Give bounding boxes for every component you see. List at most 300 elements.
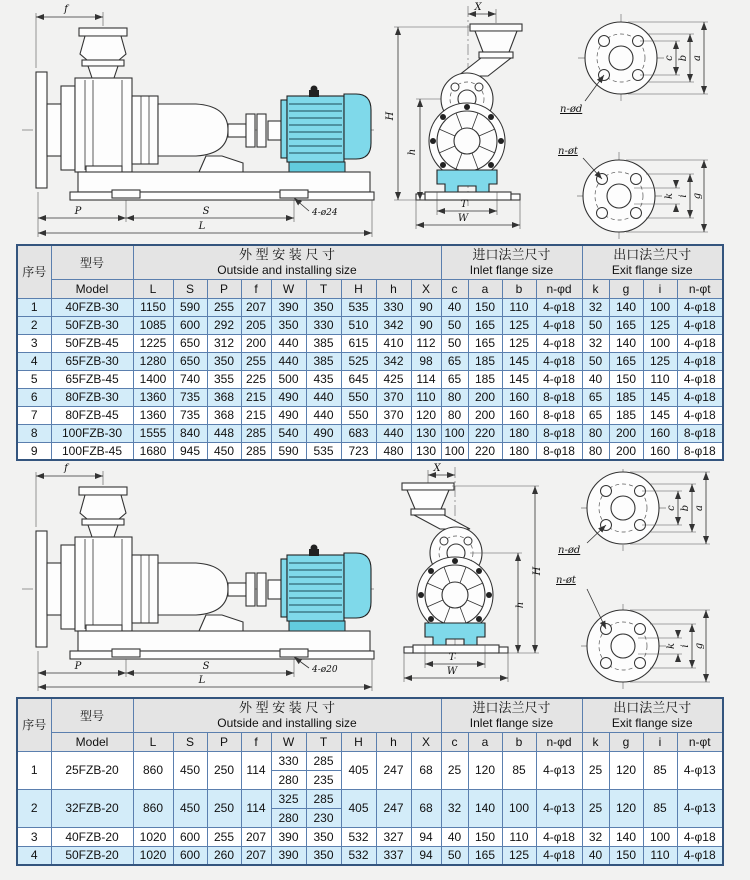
dim-value: 25 (582, 789, 609, 827)
dim-value: 50 (582, 352, 609, 370)
column-header-f: f (241, 732, 271, 751)
dim-value: 860 (133, 789, 173, 827)
column-header-b: b (502, 732, 536, 751)
pump-pedestal (437, 170, 497, 192)
dim-value: 600 (173, 316, 207, 334)
dim-value: 600 (173, 827, 207, 846)
spec-row-40FZB-20 (17, 827, 723, 846)
inlet-flange-view (560, 14, 708, 115)
column-header-h: h (376, 732, 411, 751)
dim-value: 185 (609, 388, 643, 406)
group-label-en: Inlet flange size (469, 262, 554, 277)
dim-value: 740 (173, 370, 207, 388)
row-number: 4 (17, 352, 51, 370)
column-header-P: P (207, 279, 241, 298)
dim-value: 525 (341, 352, 376, 370)
column-header-n-φt: n-φt (677, 279, 723, 298)
dim-value: 4-φ13 (677, 789, 723, 827)
motor-fan-cover (344, 94, 371, 159)
row-number: 1 (17, 751, 51, 789)
dim-value: 4-φ18 (536, 316, 582, 334)
dim-value: 85 (643, 789, 677, 827)
dim-value: 150 (468, 827, 502, 846)
dim-value: 4-φ13 (677, 751, 723, 789)
dim-label-f: f (64, 463, 68, 474)
column-header-n-φt: n-φt (677, 732, 723, 751)
row-number: 2 (17, 316, 51, 334)
inlet-bolt-note: n-ød (560, 104, 583, 115)
dim-value: 342 (376, 316, 411, 334)
dim-label-c: c (664, 55, 675, 61)
dim-value: 200 (468, 388, 502, 406)
dim-value: 185 (468, 370, 502, 388)
dim-value: 65 (441, 370, 468, 388)
dim-value: 385 (306, 334, 341, 352)
dim-value: 100 (441, 442, 468, 460)
dim-value: 100 (643, 334, 677, 352)
column-group-inlet (441, 245, 582, 279)
motor-foot (289, 621, 345, 631)
dim-label-g: g (692, 192, 703, 200)
dim-value: 215 (241, 406, 271, 424)
column-header-X: X (411, 279, 441, 298)
group-label-cn: 外 型 安 装 尺 寸 (238, 246, 336, 262)
row-number: 4 (17, 846, 51, 865)
dim-value: 114 (411, 370, 441, 388)
dim-value: 285 (241, 442, 271, 460)
dim-value: 1360 (133, 388, 173, 406)
dim-label-h: h (407, 148, 418, 156)
dim-label-H: H (532, 566, 543, 576)
inlet-bolt-note: n-ød (558, 545, 581, 556)
column-header-k: k (582, 732, 609, 751)
dim-value: 140 (609, 827, 643, 846)
dim-value: 650 (173, 352, 207, 370)
dim-value: 4-φ18 (677, 370, 723, 388)
column-header-seq: 序号 (17, 698, 51, 751)
spec-row-80FZB-45 (17, 406, 723, 424)
dim-value: 68 (411, 789, 441, 827)
dim-value: 368 (207, 406, 241, 424)
motor-foot (289, 162, 345, 172)
group-label-en: Exit flange size (611, 715, 693, 730)
group-label-en: Outside and installing size (217, 262, 357, 277)
dim-value: 735 (173, 388, 207, 406)
dim-value: 4-φ18 (677, 388, 723, 406)
dim-value: 425 (376, 370, 411, 388)
pump-front-view (402, 463, 543, 682)
dim-value: 130 (411, 442, 441, 460)
dim-value: 32 (441, 789, 468, 827)
model-name: 100FZB-30 (51, 424, 133, 442)
dim-value: 220 (468, 424, 502, 442)
dim-value: 683 (341, 424, 376, 442)
dim-value: 285 (306, 751, 341, 770)
row-number: 8 (17, 424, 51, 442)
dim-value: 260 (207, 846, 241, 865)
column-header-S: S (173, 732, 207, 751)
pump-side-view (22, 463, 374, 691)
column-header-L: L (133, 279, 173, 298)
dim-value: 160 (643, 442, 677, 460)
dim-label-b: b (680, 504, 691, 512)
dim-value: 410 (376, 334, 411, 352)
column-group-exit (582, 245, 723, 279)
exit-bolt-note: n-øt (558, 146, 578, 157)
dim-value: 40 (582, 370, 609, 388)
dim-label-W: W (446, 666, 458, 677)
inlet-flange-view (558, 469, 710, 556)
dim-value: 32 (582, 298, 609, 316)
dim-value: 114 (241, 789, 271, 827)
dim-value: 85 (643, 751, 677, 789)
dim-label-T: T (448, 652, 456, 663)
dim-value: 337 (376, 846, 411, 865)
dim-label-S: S (202, 206, 210, 217)
column-header-H: H (341, 732, 376, 751)
dim-value: 110 (411, 388, 441, 406)
column-header-W: W (271, 732, 306, 751)
dim-value: 1360 (133, 406, 173, 424)
dim-value: 85 (502, 751, 536, 789)
column-header-model-en: Model (51, 279, 133, 298)
dim-value: 4-φ18 (677, 316, 723, 334)
column-group-outside (133, 698, 441, 732)
dim-value: 165 (468, 846, 502, 865)
spec-row-100FZB-45 (17, 442, 723, 460)
dim-value: 535 (306, 442, 341, 460)
dim-value: 110 (643, 370, 677, 388)
dim-value: 94 (411, 846, 441, 865)
dim-value: 350 (306, 298, 341, 316)
dim-value: 32 (582, 334, 609, 352)
dim-value: 490 (271, 406, 306, 424)
header-row-letters (17, 279, 723, 298)
group-label-cn: 外 型 安 装 尺 寸 (238, 699, 336, 715)
dim-value: 180 (502, 442, 536, 460)
dim-value: 40 (441, 298, 468, 316)
row-number: 9 (17, 442, 51, 460)
dim-value: 250 (207, 789, 241, 827)
dim-value: 350 (306, 827, 341, 846)
spec-row-50FZB-45 (17, 334, 723, 352)
model-name: 100FZB-45 (51, 442, 133, 460)
dim-value: 532 (341, 827, 376, 846)
dim-value: 500 (271, 370, 306, 388)
dim-value: 370 (376, 406, 411, 424)
dim-value: 540 (271, 424, 306, 442)
dim-value: 247 (376, 751, 411, 789)
spec-row-100FZB-30 (17, 424, 723, 442)
dim-value: 4-φ13 (536, 789, 582, 827)
dim-value: 120 (609, 751, 643, 789)
motor-end-cap (281, 559, 287, 617)
dim-value: 120 (411, 406, 441, 424)
model-name: 50FZB-45 (51, 334, 133, 352)
dim-value: 435 (306, 370, 341, 388)
dim-value: 110 (502, 827, 536, 846)
dim-value: 200 (609, 424, 643, 442)
dim-value: 448 (207, 424, 241, 442)
dim-value: 327 (376, 827, 411, 846)
dim-value: 645 (341, 370, 376, 388)
dim-value: 385 (306, 352, 341, 370)
dim-value: 100 (441, 424, 468, 442)
motor-end-cap (281, 100, 287, 158)
dim-value: 145 (502, 370, 536, 388)
dim-value: 590 (271, 442, 306, 460)
dim-value: 390 (271, 846, 306, 865)
dim-value: 160 (502, 388, 536, 406)
column-header-model-cn: 型号 (51, 698, 133, 732)
dim-value: 1680 (133, 442, 173, 460)
group-label-cn: 出口法兰尺寸 (613, 246, 692, 262)
dim-value: 215 (241, 388, 271, 406)
dim-value: 150 (609, 846, 643, 865)
dim-value: 450 (173, 789, 207, 827)
spec-row-32FZB-20 (17, 789, 723, 808)
dim-value: 4-φ18 (677, 406, 723, 424)
foot-slot (112, 649, 140, 657)
dim-label-i: i (680, 644, 691, 648)
dim-value: 390 (271, 298, 306, 316)
spec-table-head (17, 698, 723, 751)
dim-value: 150 (468, 298, 502, 316)
dim-value: 130 (411, 424, 441, 442)
dim-value: 4-φ18 (677, 827, 723, 846)
dim-label-c: c (666, 505, 677, 511)
dim-value: 165 (609, 352, 643, 370)
table2 (16, 697, 724, 866)
dim-value: 200 (241, 334, 271, 352)
spec-row-65FZB-45 (17, 370, 723, 388)
table1 (16, 244, 724, 461)
column-header-H: H (341, 279, 376, 298)
spec-row-40FZB-30 (17, 298, 723, 316)
column-header-a: a (468, 732, 502, 751)
dim-value: 4-φ18 (677, 846, 723, 865)
dim-value: 80 (582, 442, 609, 460)
dim-value: 185 (468, 352, 502, 370)
column-header-n-φd: n-φd (536, 279, 582, 298)
dim-value: 50 (441, 334, 468, 352)
dim-label-b: b (678, 54, 689, 62)
group-label-cn: 进口法兰尺寸 (472, 699, 551, 715)
dim-value: 112 (411, 334, 441, 352)
dim-value: 114 (241, 751, 271, 789)
dim-value: 125 (502, 846, 536, 865)
column-header-f: f (241, 279, 271, 298)
column-header-c: c (441, 279, 468, 298)
dim-value: 405 (341, 789, 376, 827)
bolt-hole-note: 4-ø20 (312, 665, 338, 675)
column-group-outside (133, 245, 441, 279)
dim-value: 160 (643, 424, 677, 442)
dim-value: 550 (341, 388, 376, 406)
dim-value: 350 (207, 352, 241, 370)
dim-value: 125 (643, 316, 677, 334)
dimension-table-2 (16, 697, 750, 866)
dim-value: 1020 (133, 827, 173, 846)
dim-value: 4-φ18 (536, 298, 582, 316)
dim-value: 25 (582, 751, 609, 789)
dim-value: 120 (468, 751, 502, 789)
dim-value: 100 (502, 789, 536, 827)
dim-value: 255 (207, 827, 241, 846)
foot-slot (112, 190, 140, 198)
dim-value: 110 (643, 846, 677, 865)
dim-value: 510 (341, 316, 376, 334)
dim-value: 4-φ18 (677, 334, 723, 352)
dim-value: 68 (411, 751, 441, 789)
dim-value: 330 (271, 751, 306, 770)
dim-value: 4-φ18 (536, 352, 582, 370)
column-group-inlet (441, 698, 582, 732)
dim-label-S: S (202, 661, 210, 672)
row-number: 6 (17, 388, 51, 406)
header-row-groups (17, 698, 723, 732)
dim-value: 440 (271, 334, 306, 352)
dim-value: 350 (271, 316, 306, 334)
dim-value: 207 (241, 846, 271, 865)
dim-value: 325 (271, 789, 306, 808)
dim-value: 90 (411, 298, 441, 316)
dim-value: 65 (582, 406, 609, 424)
dim-value: 405 (341, 751, 376, 789)
dim-value: 650 (173, 334, 207, 352)
column-header-n-φd: n-φd (536, 732, 582, 751)
dim-value: 40 (582, 846, 609, 865)
header-row-groups (17, 245, 723, 279)
dim-value: 8-φ18 (536, 424, 582, 442)
dim-value: 945 (173, 442, 207, 460)
column-header-T: T (306, 279, 341, 298)
motor-fan-cover (344, 553, 371, 618)
spec-table-head (17, 245, 723, 298)
column-header-X: X (411, 732, 441, 751)
spec-table-body (17, 751, 723, 865)
dim-value: 1150 (133, 298, 173, 316)
dim-value: 160 (502, 406, 536, 424)
dim-value: 8-φ18 (677, 442, 723, 460)
dim-value: 490 (271, 388, 306, 406)
dim-value: 145 (643, 406, 677, 424)
baseplate (78, 631, 370, 651)
dim-value: 200 (609, 442, 643, 460)
dim-label-H: H (385, 111, 396, 121)
dim-value: 8-φ18 (536, 388, 582, 406)
dim-value: 480 (376, 442, 411, 460)
row-number: 5 (17, 370, 51, 388)
dim-value: 440 (376, 424, 411, 442)
dim-value: 40 (441, 827, 468, 846)
dim-value: 440 (306, 406, 341, 424)
dim-label-W: W (457, 213, 469, 224)
dim-value: 250 (207, 751, 241, 789)
dim-value: 125 (643, 352, 677, 370)
dim-value: 440 (271, 352, 306, 370)
dim-value: 4-φ18 (536, 846, 582, 865)
dim-value: 450 (173, 751, 207, 789)
group-label-en: Inlet flange size (469, 715, 554, 730)
dim-label-k: k (666, 642, 677, 650)
group-label-cn: 出口法兰尺寸 (613, 699, 692, 715)
row-number: 3 (17, 827, 51, 846)
model-name: 32FZB-20 (51, 789, 133, 827)
dim-value: 1555 (133, 424, 173, 442)
dim-value: 4-φ18 (536, 827, 582, 846)
motor-body (287, 555, 344, 621)
spec-row-50FZB-20 (17, 846, 723, 865)
dim-value: 205 (241, 316, 271, 334)
dim-value: 355 (207, 370, 241, 388)
column-header-h: h (376, 279, 411, 298)
model-name: 25FZB-20 (51, 751, 133, 789)
dim-value: 100 (643, 827, 677, 846)
dim-value: 860 (133, 751, 173, 789)
dim-value: 247 (376, 789, 411, 827)
model-name: 40FZB-30 (51, 298, 133, 316)
dim-value: 25 (441, 751, 468, 789)
dim-label-X: X (474, 2, 482, 13)
dim-value: 50 (441, 846, 468, 865)
group-label-en: Outside and installing size (217, 715, 357, 730)
dim-value: 1400 (133, 370, 173, 388)
dim-value: 1280 (133, 352, 173, 370)
dim-label-P: P (74, 661, 82, 672)
dim-value: 140 (609, 334, 643, 352)
dim-value: 370 (376, 388, 411, 406)
dim-value: 285 (241, 424, 271, 442)
header-row-letters (17, 732, 723, 751)
dim-value: 4-φ13 (536, 751, 582, 789)
dim-value: 165 (609, 316, 643, 334)
dim-value: 8-φ18 (677, 424, 723, 442)
dim-value: 98 (411, 352, 441, 370)
exit-flange-view (558, 146, 708, 240)
dim-value: 150 (609, 370, 643, 388)
dim-value: 90 (411, 316, 441, 334)
dim-value: 8-φ18 (536, 406, 582, 424)
dim-value: 735 (173, 406, 207, 424)
model-name: 50FZB-30 (51, 316, 133, 334)
column-header-P: P (207, 732, 241, 751)
dim-value: 292 (207, 316, 241, 334)
dim-value: 8-φ18 (536, 442, 582, 460)
dim-value: 125 (502, 316, 536, 334)
baseplate (78, 172, 370, 192)
dim-label-i: i (678, 194, 689, 198)
column-header-T: T (306, 732, 341, 751)
model-name: 50FZB-20 (51, 846, 133, 865)
spec-table-body (17, 298, 723, 460)
dim-value: 368 (207, 388, 241, 406)
spec-row-65FZB-30 (17, 352, 723, 370)
dim-value: 330 (376, 298, 411, 316)
dim-value: 165 (468, 316, 502, 334)
dim-value: 535 (341, 298, 376, 316)
dim-value: 590 (173, 298, 207, 316)
dim-value: 312 (207, 334, 241, 352)
column-header-g: g (609, 279, 643, 298)
pump-front-view (385, 2, 522, 229)
dim-value: 280 (271, 770, 306, 789)
dim-value: 32 (582, 827, 609, 846)
dim-value: 285 (306, 789, 341, 808)
dim-label-T: T (460, 199, 468, 210)
spec-row-50FZB-30 (17, 316, 723, 334)
dim-label-X: X (433, 463, 441, 474)
